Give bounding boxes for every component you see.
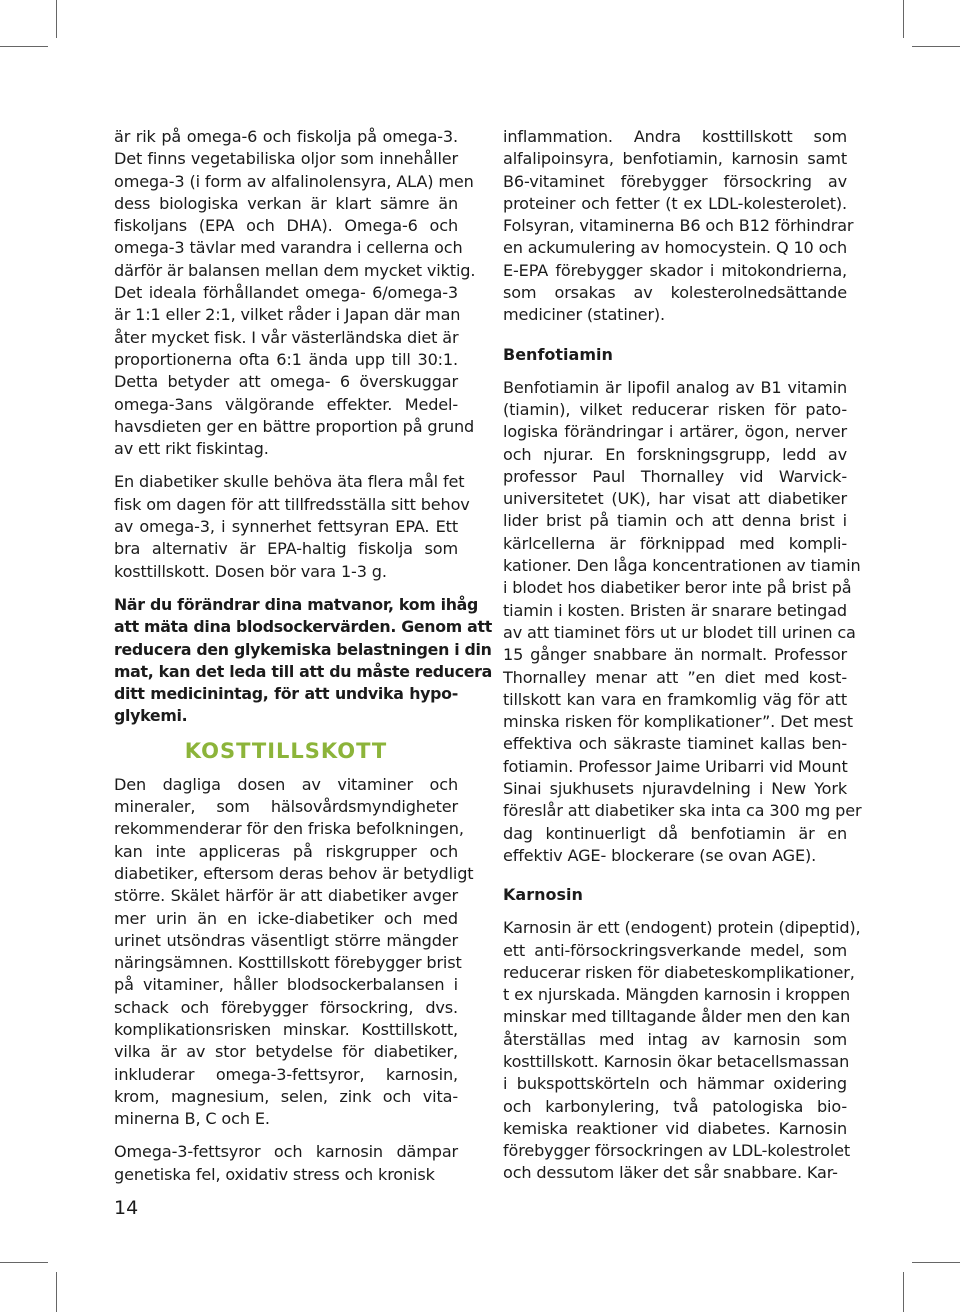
crop-mark [0, 46, 48, 47]
text-line: återställas med intag av karnosin som [503, 1029, 847, 1049]
text-line: och njurar. En forskningsgrupp, ledd av [503, 444, 847, 464]
text-line: fotiamin. Professor Jaime Uribarri vid Mount [503, 756, 848, 776]
text-line: omega-3 (i form av alfalinolensyra, ALA) men [114, 171, 474, 191]
text-line: på vitaminer, håller blodsockerbalansen i [114, 975, 458, 995]
text-line: omega-3 tävlar med varandra i cellerna och [114, 238, 463, 258]
bold-advice-paragraph [114, 594, 493, 728]
text-line: diabetiker, eftersom deras behov är betydligt [114, 863, 474, 883]
crop-mark [0, 1262, 48, 1263]
text-line: glykemi. [114, 706, 188, 726]
text-line: fiskoljans (EPA och DHA). Omega-6 och [114, 216, 458, 236]
text-line: effektiv AGE- blockerare (se ovan AGE). [503, 845, 817, 865]
text-line: Det ideala förhållandet omega- 6/omega-3 [114, 283, 458, 303]
text-line: kan inte appliceras på riskgrupper och [114, 841, 458, 861]
text-line: reducera den glykemiska belastningen i din [114, 639, 492, 659]
text-line: universitetet (UK), har visat att diabetiker [503, 489, 847, 509]
text-line: och dessutom läker det sår snabbare. Kar- [503, 1163, 838, 1183]
text-line: fisk om dagen för att tillfredsställa sitt behov [114, 494, 470, 514]
text-line: och karbonylering, två patologiska bio- [503, 1096, 847, 1116]
text-line: Folsyran, vitaminerna B6 och B12 förhindrar [503, 216, 854, 236]
text-line: Benfotiamin är lipofil analog av B1 vitamin [503, 377, 847, 397]
text-line: minska risken för komplikationer”. Det mest [503, 712, 853, 732]
text-line: genetiska fel, oxidativ stress och kronisk [114, 1164, 435, 1184]
text-line: av att tiaminet förs ut ur blodet till urinen ca [503, 622, 856, 642]
text-line: inkluderar omega-3-fettsyror, karnosin, [114, 1064, 458, 1084]
omega-paragraph [114, 126, 476, 460]
text-line: kosttillskott. Dosen bör vara 1-3 g. [114, 561, 387, 581]
text-line: dess biologiska verkan är klart sämre än [114, 193, 458, 213]
text-line: Omega-3-fettsyror och karnosin dämpar [114, 1142, 458, 1162]
text-line: schack och förebygger försockring, dvs. [114, 997, 458, 1017]
crop-mark [56, 0, 57, 38]
text-line: rekommenderar för den friska befolkningen, [114, 819, 464, 839]
text-line: En diabetiker skulle behöva äta flera mål fet [114, 472, 465, 492]
text-line: föreslår att diabetiker ska inta ca 300 mg per [503, 801, 862, 821]
text-line: i bukspottskörteln och hämmar oxidering [503, 1074, 847, 1094]
text-line: är rik på omega-6 och fiskolja på omega-3. [114, 127, 458, 146]
crop-mark [56, 1272, 57, 1312]
text-line: mineraler, som hälsovårdsmyndigheter [114, 797, 458, 817]
text-line: kosttillskott. Karnosin ökar betacellsmassan [503, 1051, 850, 1071]
text-line: t ex njurskada. Mängden karnosin i kroppen [503, 985, 851, 1005]
text-line: mer urin än en icke-diabetiker och med [114, 908, 458, 928]
subheading-karnosin: Karnosin [503, 885, 583, 905]
text-line: en ackumulering av homocystein. Q 10 och [503, 238, 848, 258]
text-line: lider brist på tiamin och att denna brist i [503, 511, 847, 531]
text-line: När du förändrar dina matvanor, kom ihåg [114, 594, 479, 614]
text-line: kärlcellerna är förknippad med kompli- [503, 533, 847, 553]
text-line: omega-3ans välgörande effekter. Medel- [114, 394, 458, 414]
omega3-carnosine-paragraph [114, 1141, 458, 1186]
text-line: B6-vitaminet förebygger försockring av [503, 171, 847, 191]
text-line: därför är balansen mellan dem mycket viktig. [114, 260, 476, 280]
crop-mark [912, 1262, 960, 1263]
text-line: förebygger försockringen av LDL-kolestrolet [503, 1141, 851, 1161]
text-line: 15 gånger snabbare än normalt. Professor [503, 645, 847, 665]
text-line: E-EPA förebygger skador i mitokondrierna, [503, 260, 847, 280]
text-line: (tiamin), vilket reducerar risken för pato- [503, 399, 847, 419]
text-line: proportionerna ofta 6:1 ända upp till 30:1. [114, 349, 458, 369]
text-line: Karnosin är ett (endogent) protein (dipeptid), [503, 918, 861, 938]
text-line: mediciner (statiner). [503, 305, 665, 325]
text-line: ditt medicinintag, för att undvika hypo- [114, 684, 458, 704]
text-line: effektiva och säkraste tiaminet kallas ben- [503, 734, 847, 754]
supplements-paragraph [114, 774, 474, 1131]
text-line: minerna B, C och E. [114, 1109, 270, 1129]
subheading-benfotiamin: Benfotiamin [503, 344, 613, 364]
karnosin-paragraph [503, 917, 861, 1185]
text-line: dag kontinuerligt då benfotiamin är en [503, 823, 847, 843]
diabetic-fish-paragraph [114, 471, 470, 582]
crop-mark [912, 46, 960, 47]
text-line: kemiska reaktioner vid diabetes. Karnosin [503, 1118, 847, 1138]
text-line: Thornalley menar att ”en diet med kost- [503, 667, 847, 687]
text-line: urinet utsöndras väsentligt större mängder [114, 930, 458, 950]
text-line: krom, magnesium, selen, zink och vita- [114, 1086, 458, 1106]
text-line: större. Skälet härför är att diabetiker avger [114, 886, 458, 906]
text-line: Det finns vegetabiliska oljor som innehåller [114, 149, 458, 169]
text-line: logiska förändringar i artärer, ögon, nerver [503, 422, 847, 442]
text-line: alfalipoinsyra, benfotiamin, karnosin samt [503, 149, 847, 169]
text-line: som orsakas av kolesterolnedsättande [503, 283, 847, 303]
text-line: Sinai sjukhusets njuravdelning i New York [503, 779, 847, 799]
text-line: vilka är av stor betydelse för diabetiker, [114, 1042, 458, 1062]
text-line: bra alternativ är EPA-haltig fiskolja som [114, 539, 458, 559]
text-line: att mäta dina blodsockervärden. Genom att [114, 617, 493, 637]
text-line: är 1:1 eller 2:1, vilket råder i Japan där man [114, 305, 461, 325]
text-line: reducerar risken för diabeteskomplikationer, [503, 962, 855, 982]
crop-mark [903, 1272, 904, 1312]
text-line: av omega-3, i synnerhet fettsyran EPA. Ett [114, 517, 458, 537]
text-line: Den dagliga dosen av vitaminer och [114, 774, 458, 794]
text-line: i blodet hos diabetiker beror inte på brist på [503, 578, 852, 598]
text-line: tiamin i kosten. Bristen är snarare betingad [503, 600, 847, 620]
text-line: ett anti-försockringsverkande medel, som [503, 940, 847, 960]
text-line: proteiner och fetter (t ex LDL-kolesterolet). [503, 193, 847, 213]
left-column [114, 126, 493, 1186]
text-line: av ett rikt fiskintag. [114, 439, 269, 459]
text-line: Detta betyder att omega- 6 överskuggar [114, 372, 458, 392]
text-line: kationer. Den låga koncentrationen av tiamin [503, 556, 861, 576]
text-line: näringsämnen. Kosttillskott förebygger brist [114, 953, 462, 973]
text-line: komplikationsrisken minskar. Kosttillskott, [114, 1019, 458, 1039]
text-line: tillskott kan vara en framkomlig väg för att [503, 689, 847, 709]
inflammation-paragraph [503, 126, 854, 327]
text-line: åter mycket fisk. I vår västerländska diet är [114, 327, 459, 347]
text-line: minskar med tilltagande ålder men den kan [503, 1007, 851, 1027]
benfotiamin-paragraph [503, 377, 862, 868]
section-heading-kosttillskott: KOSTTILLSKOTT [184, 738, 388, 763]
text-line: professor Paul Thornalley vid Warvick- [503, 466, 847, 486]
right-column [503, 126, 862, 1185]
text-line: havsdieten ger en bättre proportion på grund [114, 416, 475, 436]
page-number: 14 [114, 1197, 139, 1219]
text-line: mat, kan det leda till att du måste reducera [114, 661, 493, 681]
crop-mark [903, 0, 904, 38]
text-line: inflammation. Andra kosttillskott som [503, 127, 847, 146]
